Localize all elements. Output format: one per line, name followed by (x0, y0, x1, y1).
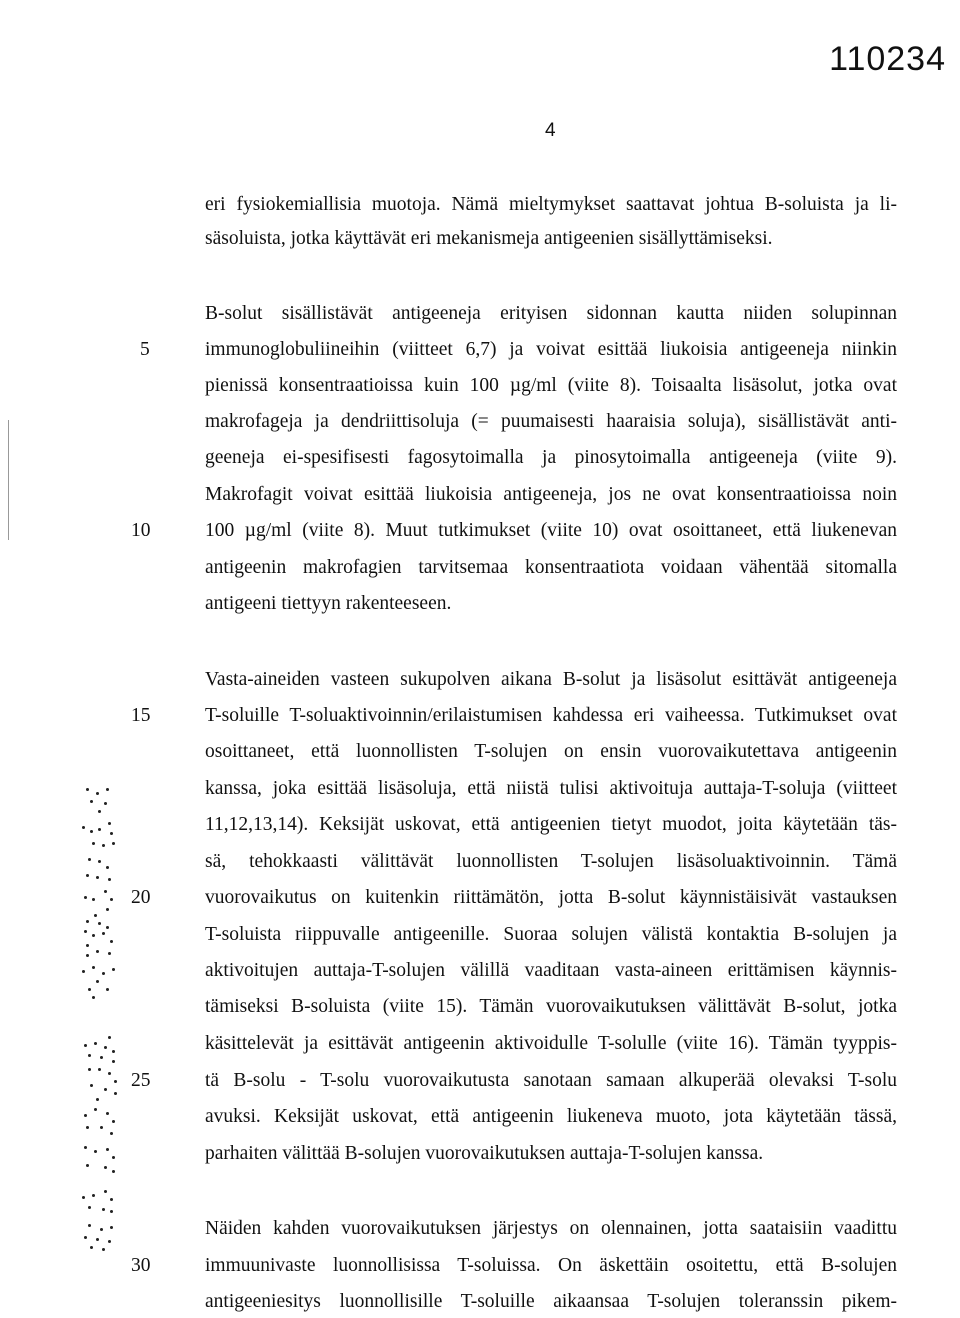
margin-dot (106, 788, 109, 791)
margin-dot (104, 1190, 107, 1193)
line-number-25: 25 (131, 1070, 151, 1091)
line-number-20: 20 (131, 887, 151, 908)
line-number-10: 10 (131, 520, 151, 541)
margin-dot (82, 826, 85, 829)
margin-dot (86, 1126, 89, 1129)
paragraph-2-line-9: antigeeni tiettyyn rakenteeseen. (205, 593, 452, 614)
margin-dot (96, 792, 99, 795)
margin-dot (112, 1060, 115, 1063)
margin-dot (106, 988, 109, 991)
margin-dot (86, 944, 89, 947)
margin-dot (108, 1072, 111, 1075)
margin-dot (110, 1132, 113, 1135)
margin-dot (108, 878, 111, 881)
margin-dot (108, 1240, 111, 1243)
margin-dot (112, 1156, 115, 1159)
margin-dot (104, 1046, 107, 1049)
margin-dot (92, 934, 95, 937)
margin-dot (84, 1146, 87, 1149)
margin-dot (86, 788, 89, 791)
margin-dot (84, 896, 87, 899)
margin-dot (110, 1226, 113, 1229)
margin-dot (100, 1056, 103, 1059)
margin-dot (114, 1092, 117, 1095)
paragraph-3-line-12: tä B-solu - T-solu vuorovaikutusta sanotaan samaan alkuperää olevaksi T-solu (205, 1070, 897, 1091)
margin-dot (84, 1044, 87, 1047)
paragraph-4-line-3: antigeeniesitys luonnollisille T-soluille aikaansaa T-solujen toleranssin pikem- (205, 1291, 897, 1312)
margin-dot (94, 914, 97, 917)
margin-dot (102, 1248, 105, 1251)
margin-dot (94, 1042, 97, 1045)
paragraph-3-line-6: sä, tehokkaasti välittävät luonnollisten T-solujen lisäsoluaktivoinnin. Tämä (205, 851, 897, 872)
margin-dot (90, 1084, 93, 1087)
paragraph-2-line-1: B-solut sisällistävät antigeeneja erityisen sidonnan kautta niiden solupinnan (205, 303, 897, 324)
margin-dot (88, 858, 91, 861)
margin-dot (98, 1068, 101, 1071)
margin-dot (92, 966, 95, 969)
margin-dot (104, 802, 107, 805)
margin-dot (106, 1112, 109, 1115)
margin-dot (98, 860, 101, 863)
paragraph-3-line-13: avuksi. Keksijät uskovat, että antigeenin liukeneva muoto, jota käytetään tässä, (205, 1106, 897, 1127)
page-number: 4 (545, 120, 556, 141)
margin-dot (110, 940, 113, 943)
margin-dot (84, 1114, 87, 1117)
paragraph-2-line-7: 100 µg/ml (viite 8). Muut tutkimukset (viite 10) ovat osoittaneet, että liukenevan (205, 520, 897, 541)
margin-dot (106, 1148, 109, 1151)
paragraph-3-line-14: parhaiten välittää B-solujen vuorovaikutuksen auttaja-T-solujen kanssa. (205, 1143, 764, 1164)
margin-dot (90, 800, 93, 803)
margin-dot (96, 1098, 99, 1101)
margin-dot (84, 1236, 87, 1239)
margin-dot (112, 842, 115, 845)
margin-dot (90, 830, 93, 833)
paragraph-2-line-2: immunoglobuliineihin (viitteet 6,7) ja voivat esittää liukoisia antigeeneja niinkin (205, 339, 897, 360)
margin-dot (104, 890, 107, 893)
margin-dot (102, 1208, 105, 1211)
margin-dot (110, 1210, 113, 1213)
margin-dot (104, 1166, 107, 1169)
paragraph-2-line-6: Makrofagit voivat esittää liukoisia antigeeneja, jos ne ovat konsentraatioissa noin (205, 484, 897, 505)
paragraph-2-line-3: pienissä konsentraatioissa kuin 100 µg/ml (viite 8). Toisaalta lisäsolut, jotka ovat (205, 375, 897, 396)
margin-dot (114, 1080, 117, 1083)
margin-dot (102, 844, 105, 847)
paragraph-3-line-8: T-soluista riippuvalle antigeenille. Suoraa solujen välistä kontaktia B-solujen ja (205, 924, 897, 945)
paragraph-4-line-1: Näiden kahden vuorovaikutuksen järjestys on olennainen, jotta saataisiin vaadittu (205, 1218, 897, 1239)
scan-edge-mark (8, 420, 9, 540)
paragraph-1-line-1: eri fysiokemiallisia muotoja. Nämä mieltymykset saattavat johtua B-soluista ja li- (205, 194, 897, 215)
margin-dot (104, 1088, 107, 1091)
paragraph-2-line-4: makrofageja ja dendriittisoluja (= puumaisesti haaraisia soluja), sisällistävät anti- (205, 411, 897, 432)
margin-dot (88, 988, 91, 991)
paragraph-4-line-2: immuunivaste luonnollisissa T-soluissa. On äskettäin osoitettu, että B-solujen (205, 1255, 897, 1276)
margin-dot (112, 1120, 115, 1123)
margin-dot (92, 898, 95, 901)
paragraph-2-line-5: geeneja ei-spesifisesti fagosytoimalla ja pinosytoimalla antigeeneja (viite 9). (205, 447, 897, 468)
paragraph-3-line-2: T-soluille T-soluaktivoinnin/erilaistumisen kahdessa eri vaiheessa. Tutkimukset ovat (205, 705, 897, 726)
margin-dot (86, 1164, 89, 1167)
line-number-5: 5 (140, 339, 150, 360)
margin-dot (86, 920, 89, 923)
margin-dot (102, 932, 105, 935)
margin-dot (106, 926, 109, 929)
margin-dot (88, 1224, 91, 1227)
margin-dot (100, 1228, 103, 1231)
paragraph-2-line-8: antigeenin makrofagien tarvitsemaa konsentraatiota voidaan vähentää sitomalla (205, 557, 897, 578)
margin-dot (106, 908, 109, 911)
margin-dot (98, 810, 101, 813)
margin-dot (98, 922, 101, 925)
margin-dot (90, 1246, 93, 1249)
margin-dot (102, 972, 105, 975)
margin-dot (84, 930, 87, 933)
margin-dot (112, 1170, 115, 1173)
margin-dot (110, 832, 113, 835)
margin-dot (108, 1036, 111, 1039)
margin-dot (86, 954, 89, 957)
paragraph-1-line-2: säsoluista, jotka käyttävät eri mekanismeja antigeenien sisällyttämiseksi. (205, 228, 773, 249)
paragraph-3-line-5: 11,12,13,14). Keksijät uskovat, että antigeenien tietyt muodot, joita käytetään täs- (205, 814, 897, 835)
margin-dot (106, 866, 109, 869)
margin-dot (92, 996, 95, 999)
margin-dot (94, 1150, 97, 1153)
line-number-15: 15 (131, 705, 151, 726)
margin-dot-marks (82, 0, 132, 1318)
paragraph-3-line-7: vuorovaikutus on kuitenkin riittämätön, jotta B-solut käynnistäisivät vastauksen (205, 887, 897, 908)
margin-dot (82, 1196, 85, 1199)
margin-dot (108, 822, 111, 825)
margin-dot (94, 1108, 97, 1111)
margin-dot (88, 1068, 91, 1071)
document-number: 110234 (829, 40, 946, 78)
margin-dot (92, 1194, 95, 1197)
paragraph-3-line-10: tämiseksi B-soluista (viite 15). Tämän vuorovaikutuksen välittävät B-solut, jotka (205, 996, 897, 1017)
margin-dot (108, 952, 111, 955)
margin-dot (112, 1050, 115, 1053)
margin-dot (110, 898, 113, 901)
margin-dot (96, 1238, 99, 1241)
paragraph-3-line-9: aktivoitujen auttaja-T-solujen välillä vaaditaan vasta-aineen erittämisen käynnis- (205, 960, 897, 981)
paragraph-3-line-11: käsittelevät ja esittävät antigeenin aktivoidulle T-solulle (viite 16). Tämän tyyppis- (205, 1033, 897, 1054)
margin-dot (112, 968, 115, 971)
margin-dot (88, 1054, 91, 1057)
paragraph-3-line-1: Vasta-aineiden vasteen sukupolven aikana B-solut ja lisäsolut esittävät antigeeneja (205, 669, 897, 690)
margin-dot (98, 828, 101, 831)
margin-dot (110, 1198, 113, 1201)
margin-dot (96, 950, 99, 953)
line-number-30: 30 (131, 1255, 151, 1276)
margin-dot (96, 876, 99, 879)
margin-dot (82, 970, 85, 973)
paragraph-3-line-3: osoittaneet, että luonnollisten T-solujen on ensin vuorovaikutettava antigeenin (205, 741, 897, 762)
margin-dot (100, 1126, 103, 1129)
margin-dot (88, 1206, 91, 1209)
margin-dot (92, 842, 95, 845)
margin-dot (96, 980, 99, 983)
margin-dot (86, 874, 89, 877)
paragraph-3-line-4: kanssa, joka esittää lisäsoluja, että niistä tulisi aktivoituja auttaja-T-soluja (viitteet (205, 778, 897, 799)
